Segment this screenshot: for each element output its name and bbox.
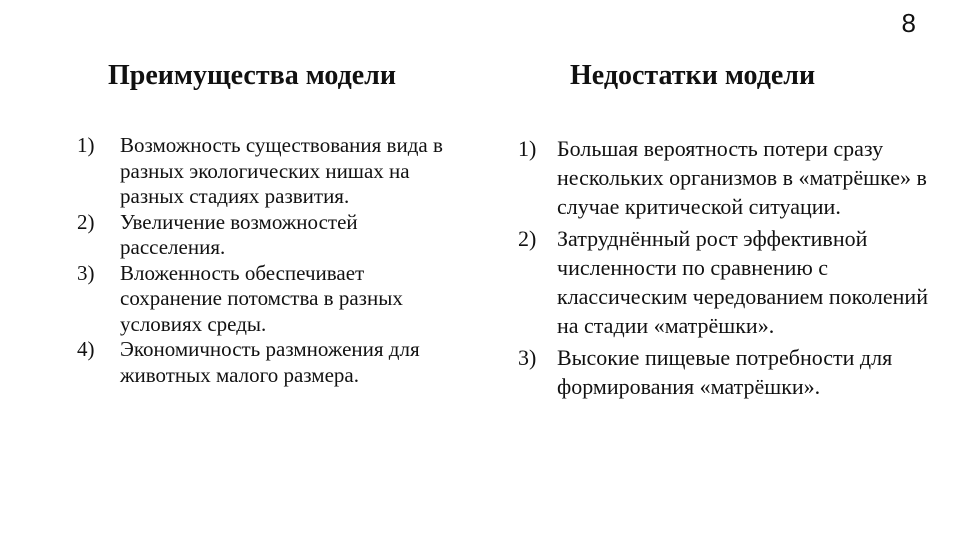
advantage-text-1: Возможность существования вида в разных экологических нишах на разных стадиях развития. [120, 133, 443, 208]
disadvantages-list [518, 134, 950, 401]
disadvantages-heading: Недостатки модели [570, 60, 816, 91]
advantage-item-3 [77, 261, 447, 338]
advantage-text-4: Экономичность размножения для животных малого размера. [120, 337, 420, 387]
page-number: 8 [901, 8, 916, 38]
advantage-text-2: Увеличение возможностей расселения. [120, 209, 358, 259]
advantage-item-2 [77, 210, 447, 261]
advantage-item-4 [77, 337, 447, 388]
disadvantage-number-1: 1) [518, 136, 537, 161]
advantages-list [77, 133, 447, 388]
advantages-heading: Преимущества модели [108, 60, 397, 91]
advantage-number-3: 3) [77, 260, 95, 285]
disadvantage-number-2: 2) [518, 226, 537, 251]
disadvantage-number-3: 3) [518, 345, 537, 370]
advantage-item-1 [77, 133, 447, 210]
disadvantage-item-2 [518, 224, 950, 340]
disadvantage-text-1: Большая вероятность потери сразу нескольких организмов в «матрёшке» в случае критической ситуации. [557, 136, 927, 219]
disadvantage-item-1 [518, 134, 950, 221]
advantage-text-3: Вложенность обеспечивает сохранение потомства в разных условиях среды. [120, 260, 403, 336]
disadvantage-text-2: Затруднённый рост эффективной численности по сравнению с классическим чередованием поколений на стадии «матрёшки». [557, 226, 928, 338]
advantage-number-2: 2) [77, 209, 95, 234]
advantage-number-4: 4) [77, 337, 95, 361]
disadvantage-text-3: Высокие пищевые потребности для формирования «матрёшки». [557, 345, 893, 399]
disadvantage-item-3 [518, 343, 950, 401]
advantage-number-1: 1) [77, 133, 95, 157]
